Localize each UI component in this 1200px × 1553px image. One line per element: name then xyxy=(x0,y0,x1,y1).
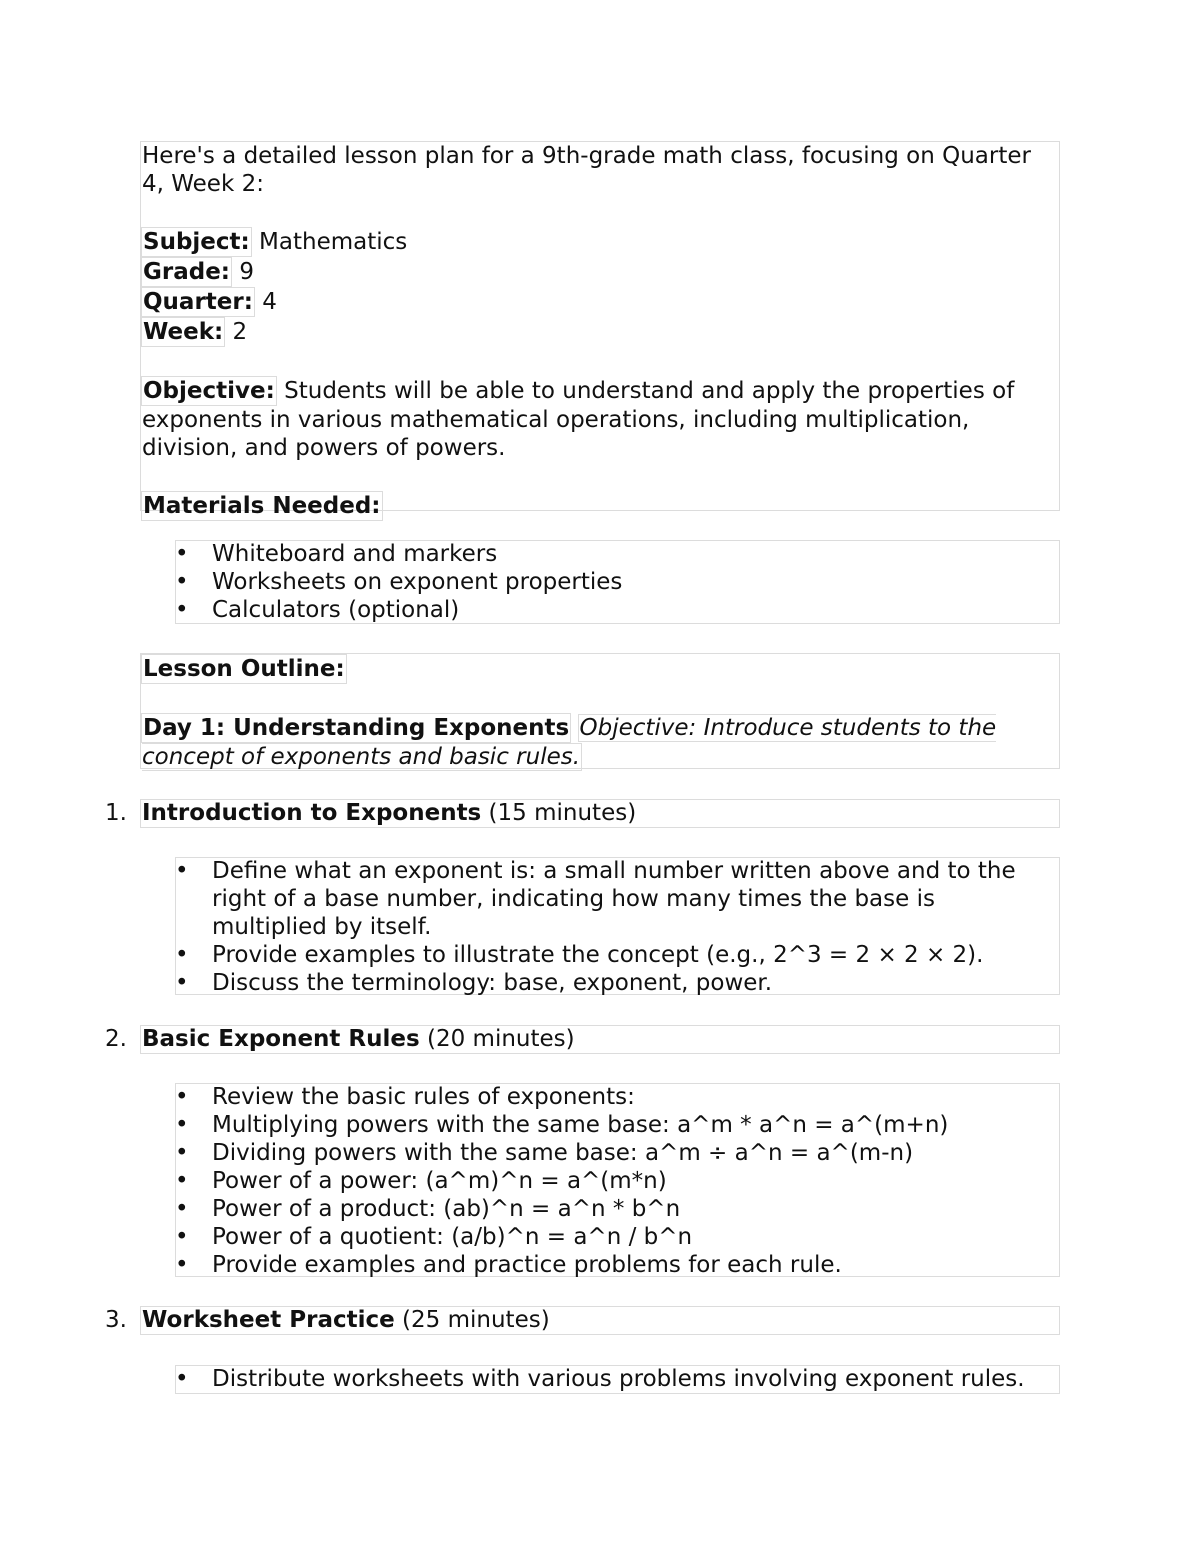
section-title: Basic Exponent Rules xyxy=(142,1026,420,1052)
meta-label: Quarter: xyxy=(143,289,253,315)
meta-label: Grade: xyxy=(143,259,231,285)
day-objective: Objective: Introduce students to the concept of exponents and basic rules. xyxy=(142,715,997,770)
section-number: 3. xyxy=(105,1307,127,1333)
meta-label: Week: xyxy=(143,319,224,345)
meta-grade xyxy=(142,257,1060,287)
section-duration: (20 minutes) xyxy=(419,1026,575,1052)
list-item: • Define what an exponent is: a small number written above and to the right of a base number, indicating how many times the base is multiplied by itself. xyxy=(175,857,1035,941)
meta-quarter xyxy=(142,287,1060,317)
list-item: • Multiplying powers with the same base: a^m * a^n = a^(m+n) xyxy=(175,1111,1060,1139)
meta-week xyxy=(142,317,1060,347)
section-2-list xyxy=(175,1083,1060,1279)
outline-heading-text: Lesson Outline: xyxy=(143,656,345,682)
section-number: 2. xyxy=(105,1026,127,1052)
meta-value: 2 xyxy=(225,319,248,345)
list-item: • Discuss the terminology: base, exponent, power. xyxy=(175,969,1035,997)
list-item: • Provide examples to illustrate the concept (e.g., 2^3 = 2 × 2 × 2). xyxy=(175,941,1035,969)
day-title: Day 1: Understanding Exponents xyxy=(143,715,570,741)
list-item: • Power of a quotient: (a/b)^n = a^n / b^n xyxy=(175,1223,1060,1251)
meta-value: 4 xyxy=(254,289,277,315)
list-item: • Power of a power: (a^m)^n = a^(m*n) xyxy=(175,1167,1060,1195)
materials-heading-text: Materials Needed: xyxy=(143,493,381,519)
section-title: Worksheet Practice xyxy=(142,1307,395,1333)
section-number: 1. xyxy=(105,800,127,826)
section-3-list xyxy=(175,1365,1060,1393)
section-duration: (25 minutes) xyxy=(394,1307,550,1333)
list-item: • Distribute worksheets with various problems involving exponent rules. xyxy=(175,1365,1060,1393)
list-item: • Whiteboard and markers xyxy=(175,540,1060,568)
intro-text: Here's a detailed lesson plan for a 9th-grade math class, focusing on Quarter 4, Week 2: xyxy=(142,143,1031,197)
section-duration: (15 minutes) xyxy=(481,800,637,826)
materials-list xyxy=(175,540,1060,624)
list-item: • Review the basic rules of exponents: xyxy=(175,1083,1060,1111)
list-item: • Calculators (optional) xyxy=(175,596,1060,624)
meta-subject xyxy=(142,227,1060,257)
meta-value: Mathematics xyxy=(251,229,408,255)
list-item: • Power of a product: (ab)^n = a^n * b^n xyxy=(175,1195,1060,1223)
intro-block xyxy=(142,142,1060,521)
section-3-heading xyxy=(105,1306,1060,1334)
list-item: • Worksheets on exponent properties xyxy=(175,568,1060,596)
list-item: • Dividing powers with the same base: a^m ÷ a^n = a^(m-n) xyxy=(175,1139,1060,1167)
section-1-list xyxy=(175,857,1035,997)
materials-heading xyxy=(142,491,1060,521)
section-2-heading xyxy=(105,1025,1060,1053)
meta-value: 9 xyxy=(232,259,254,285)
objective-text: Students will be able to understand and apply the properties of exponents in various mathematical operations, including multiplication, division, and powers of powers. xyxy=(142,378,1015,461)
objective xyxy=(142,376,1060,462)
outline-block xyxy=(142,654,1060,771)
list-item: • Provide examples and practice problems for each rule. xyxy=(175,1251,1060,1279)
meta-label: Subject: xyxy=(143,229,250,255)
day-1 xyxy=(142,713,1060,771)
section-1-heading xyxy=(105,799,1060,827)
outline-heading xyxy=(142,654,1060,684)
objective-label: Objective: xyxy=(143,378,275,404)
section-title: Introduction to Exponents xyxy=(142,800,482,826)
